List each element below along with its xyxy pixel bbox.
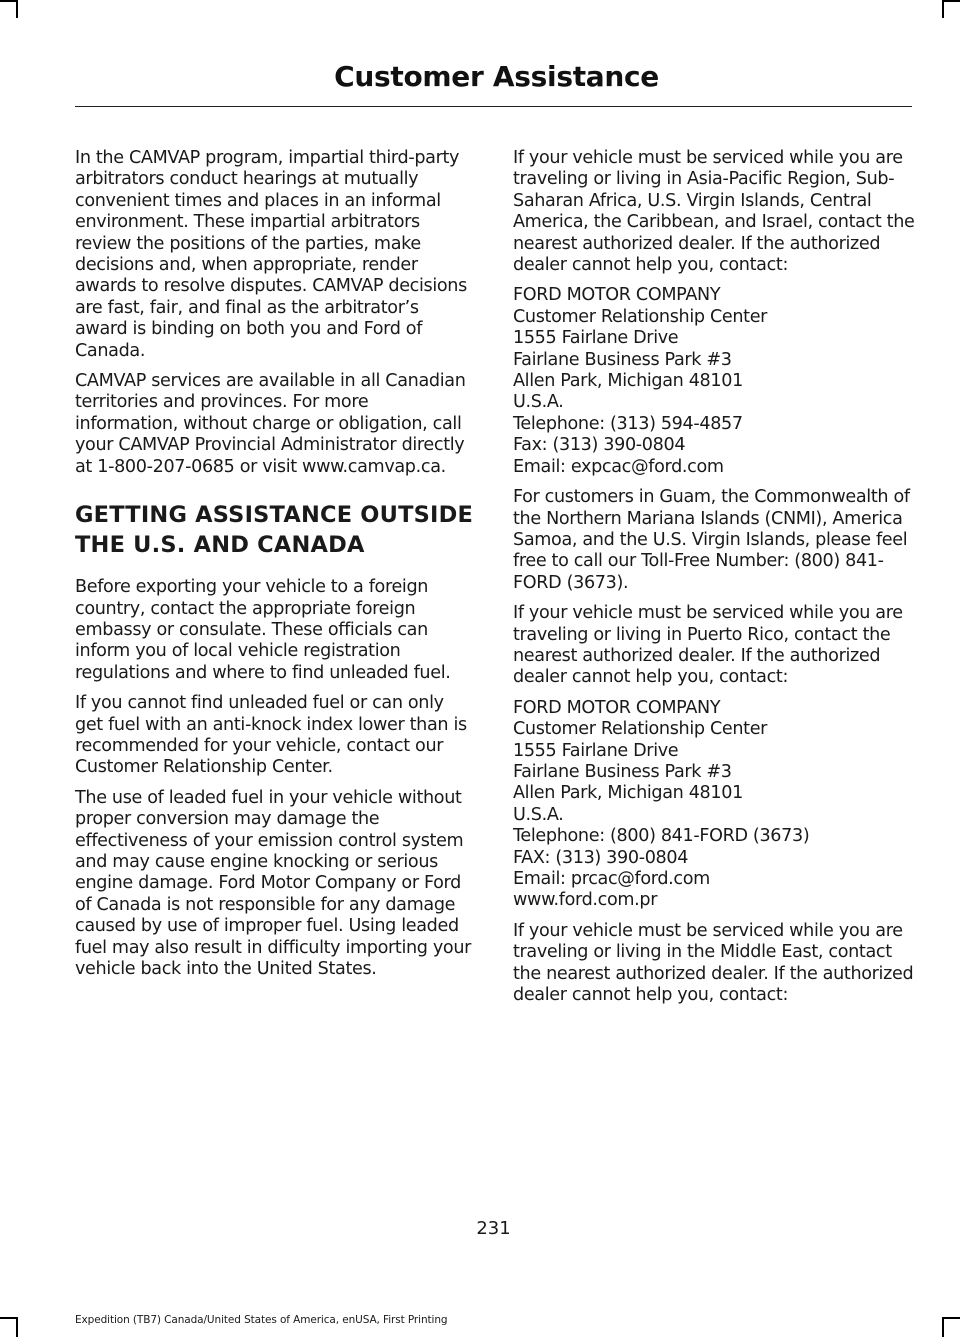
page-header-title: Customer Assistance — [334, 60, 659, 93]
crop-mark-bottom-right — [942, 1317, 960, 1319]
unleaded-fuel-paragraph: If you cannot find unleaded fuel or can only get fuel with an anti-knock index lower than is recommended for your vehicle, contact our Customer Relationship Center. — [75, 693, 467, 778]
page-number: 231 — [476, 1218, 511, 1239]
exporting-paragraph: Before exporting your vehicle to a foreign country, contact the appropriate foreign embassy or consulate. These officials can inform you of local vehicle registration regulations and where to find unleaded fuel. — [75, 577, 451, 683]
leaded-fuel-paragraph: The use of leaded fuel in your vehicle without proper conversion may damage the effectiveness of your emission control system and may cause engine knocking or serious engine damage. Ford Motor Company or Ford of Canada is not responsible for any damage caused by use of improper fuel. Using leaded fuel may also result in difficulty importing your vehicle back into the United States. — [75, 787, 472, 979]
header-divider — [75, 106, 912, 107]
guam-paragraph: For customers in Guam, the Commonwealth of the Northern Mariana Islands (CNMI), America Samoa, and the U.S. Virgin Islands, please feel free to call our Toll-Free Number: (800) 841-FORD (3673). — [513, 487, 910, 593]
crop-mark-bottom-right-vertical — [942, 1319, 944, 1337]
camvap-program-paragraph: In the CAMVAP program, impartial third-party arbitrators conduct hearings at mutually convenient times and places in an informal environment. These impartial arbitrators review the positions of the parties, make decisions and, when appropriate, render awards to resolve disputes. CAMVAP decisions are fast, fair, and final as the arbitrator’s award is binding on both you and Ford of Canada. — [75, 148, 467, 361]
footer-edition-text: Expedition (TB7) Canada/United States of America, enUSA, First Printing — [75, 1314, 448, 1326]
left-column — [75, 148, 475, 989]
crop-mark-top-right-vertical — [942, 0, 944, 18]
section-heading: GETTING ASSISTANCE OUTSIDE THE U.S. AND CANADA — [75, 502, 474, 559]
right-column — [513, 148, 915, 1015]
address-block-export: FORD MOTOR COMPANY Customer Relationship Center 1555 Fairlane Drive Fairlane Business Park #3 Allen Park, Michigan 48101 U.S.A. Telephone: (313) 594-4857 Fax: (313) 390-0804 Email: expcac@ford.com — [513, 285, 768, 477]
asia-pacific-paragraph: If your vehicle must be serviced while you are traveling or living in Asia-Pacific Region, Sub-Saharan Africa, U.S. Virgin Islands, Central America, the Caribbean, and Israel, contact the nearest authorized dealer. If the authorized dealer cannot help you, contact: — [513, 148, 915, 276]
camvap-services-paragraph: CAMVAP services are available in all Canadian territories and provinces. For more information, without charge or obligation, call your CAMVAP Provincial Administrator directly at 1-800-207-0685 or visit www.camvap.ca. — [75, 371, 466, 477]
middle-east-paragraph: If your vehicle must be serviced while you are traveling or living in the Middle East, contact the nearest authorized dealer. If the authorized dealer cannot help you, contact: — [513, 920, 914, 1006]
address-block-puerto-rico: FORD MOTOR COMPANY Customer Relationship Center 1555 Fairlane Drive Fairlane Business Park #3 Allen Park, Michigan 48101 U.S.A. Telephone: (800) 841-FORD (3673) FAX: (313) 390-0804 Email: prcac@ford.com www.ford.com.pr — [513, 697, 810, 911]
crop-mark-top-left-vertical — [16, 0, 18, 18]
crop-mark-top-right — [942, 0, 960, 2]
puerto-rico-paragraph: If your vehicle must be serviced while you are traveling or living in Puerto Rico, contact the nearest authorized dealer. If the authorized dealer cannot help you, contact: — [513, 603, 903, 688]
crop-mark-bottom-left-vertical — [16, 1319, 18, 1337]
